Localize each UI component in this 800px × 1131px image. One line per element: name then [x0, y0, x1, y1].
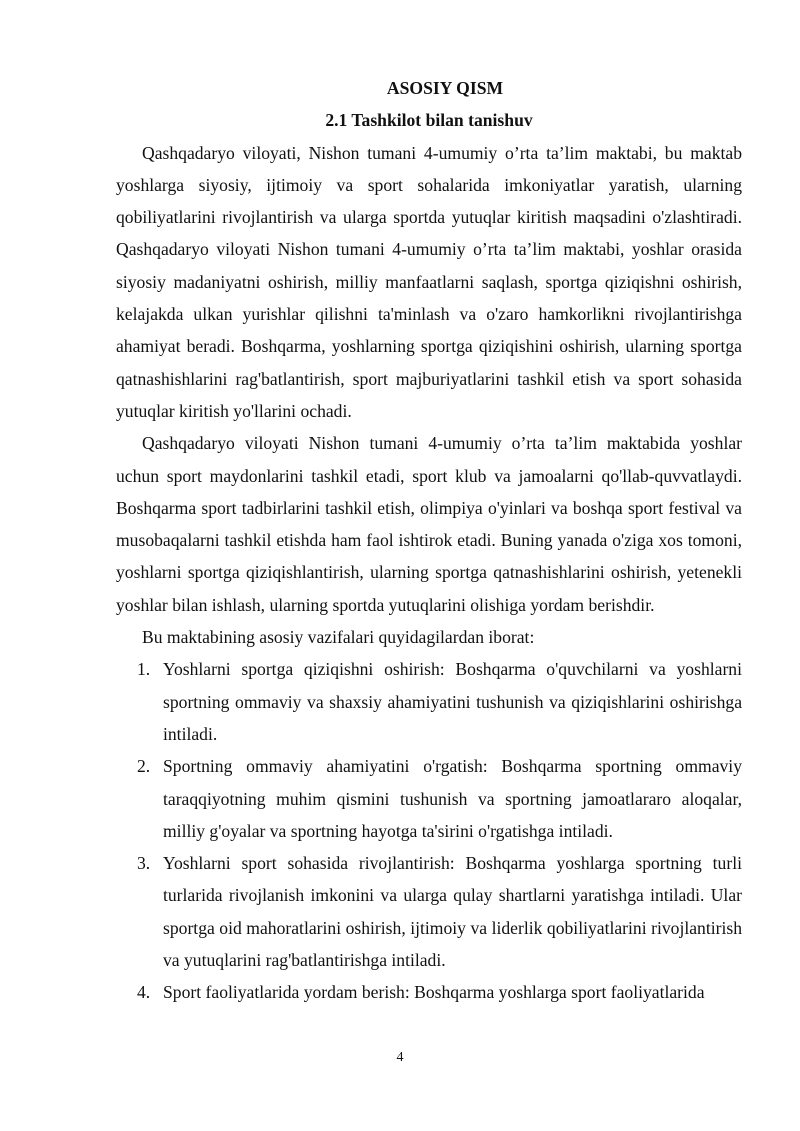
list-item	[116, 847, 742, 976]
list-item-number: 1.	[137, 659, 151, 680]
section-title: 2.1 Tashkilot bilan tanishuv	[325, 110, 533, 131]
list-item-number: 3.	[137, 853, 151, 874]
body-paragraph-1: Qashqadaryo viloyati, Nishon tumani 4-umumiy o’rta ta’lim maktabi, bu maktab yoshlarga siyosiy, ijtimoiy va sport sohalarida imkoniyatlar yaratish, ularning qobiliyatlarini rivojlantirish va ularga sportda yutuqlar kiritish maqsadini o'zlashtiradi. Qashqadaryo viloyati Nishon tumani 4-umumiy o’rta ta’lim maktabi, yoshlar orasida siyosiy madaniyatni oshirish, milliy manfaatlarni saqlash, sportga qiziqishni oshirish, kelajakda ulkan yurishlar qilishni ta'minlash va o'zaro hamkorlikni rivojlantirishga ahamiyat beradi. Boshqarma, yoshlarning sportga qiziqishini oshirish, ularning sportga qatnashishlarini rag'batlantirish, sport majburiyatlarini tashkil etish va sport sohasida yutuqlar kiritish yo'llarini ochadi.	[116, 142, 742, 421]
document-title: ASOSIY QISM	[386, 78, 504, 98]
list-item-text: Yoshlarni sportga qiziqishni oshirish: Boshqarma o'quvchilarni va yoshlarni sportning ommaviy va shaxsiy ahamiyatini tushunish va qiziqishlarini oshirishga intiladi.	[163, 659, 742, 744]
tasks-intro: Bu maktabining asosiy vazifalari quyidagilardan iborat:	[142, 627, 535, 648]
list-item-number: 4.	[137, 982, 151, 1003]
list-item-text: Sportning ommaviy ahamiyatini o'rgatish: Boshqarma sportning ommaviy taraqqiyotning muhim qismini tushunish va sportning jamoatlararo aloqalar, milliy g'oyalar va sportning hayotga ta'sirini o'rgatishga intiladi.	[163, 756, 742, 841]
document-page	[116, 72, 742, 1009]
list-item-text: Yoshlarni sport sohasida rivojlantirish: Boshqarma yoshlarga sportning turli turlarida rivojlanish imkonini va ularga qulay shartlarni yaratishga intiladi. Ular sportga oid mahoratlarini oshirish, ijtimoiy va liderlik qobiliyatlarini rivojlantirish va yutuqlarini rag'batlantirishga intiladi.	[163, 853, 742, 971]
list-item	[116, 976, 742, 1008]
list-item	[116, 653, 742, 750]
list-item-number: 2.	[137, 756, 151, 777]
body-paragraph-2: Qashqadaryo viloyati Nishon tumani 4-umumiy o’rta ta’lim maktabida yoshlar uchun sport maydonlarini tashkil etadi, sport klub va jamoalarni qo'llab-quvvatlaydi. Boshqarma sport tadbirlarini tashkil etish, olimpiya o'yinlari va boshqa sport festival va musobaqalarni tashkil etishda ham faol ishtirok etadi. Buning yanada o'ziga xos tomoni, yoshlarni sportga qiziqishlantirish, ularning sportga qatnashishlarini oshirish, yetenekli yoshlar bilan ishlash, ularning sportda yutuqlarini olishiga yordam berishdir.	[116, 433, 742, 615]
list-item-text: Sport faoliyatlarida yordam berish: Boshqarma yoshlarga sport faoliyatlarida	[163, 982, 705, 1003]
list-item	[116, 750, 742, 847]
page-number: 4	[396, 1050, 404, 1065]
tasks-list	[116, 653, 742, 1008]
